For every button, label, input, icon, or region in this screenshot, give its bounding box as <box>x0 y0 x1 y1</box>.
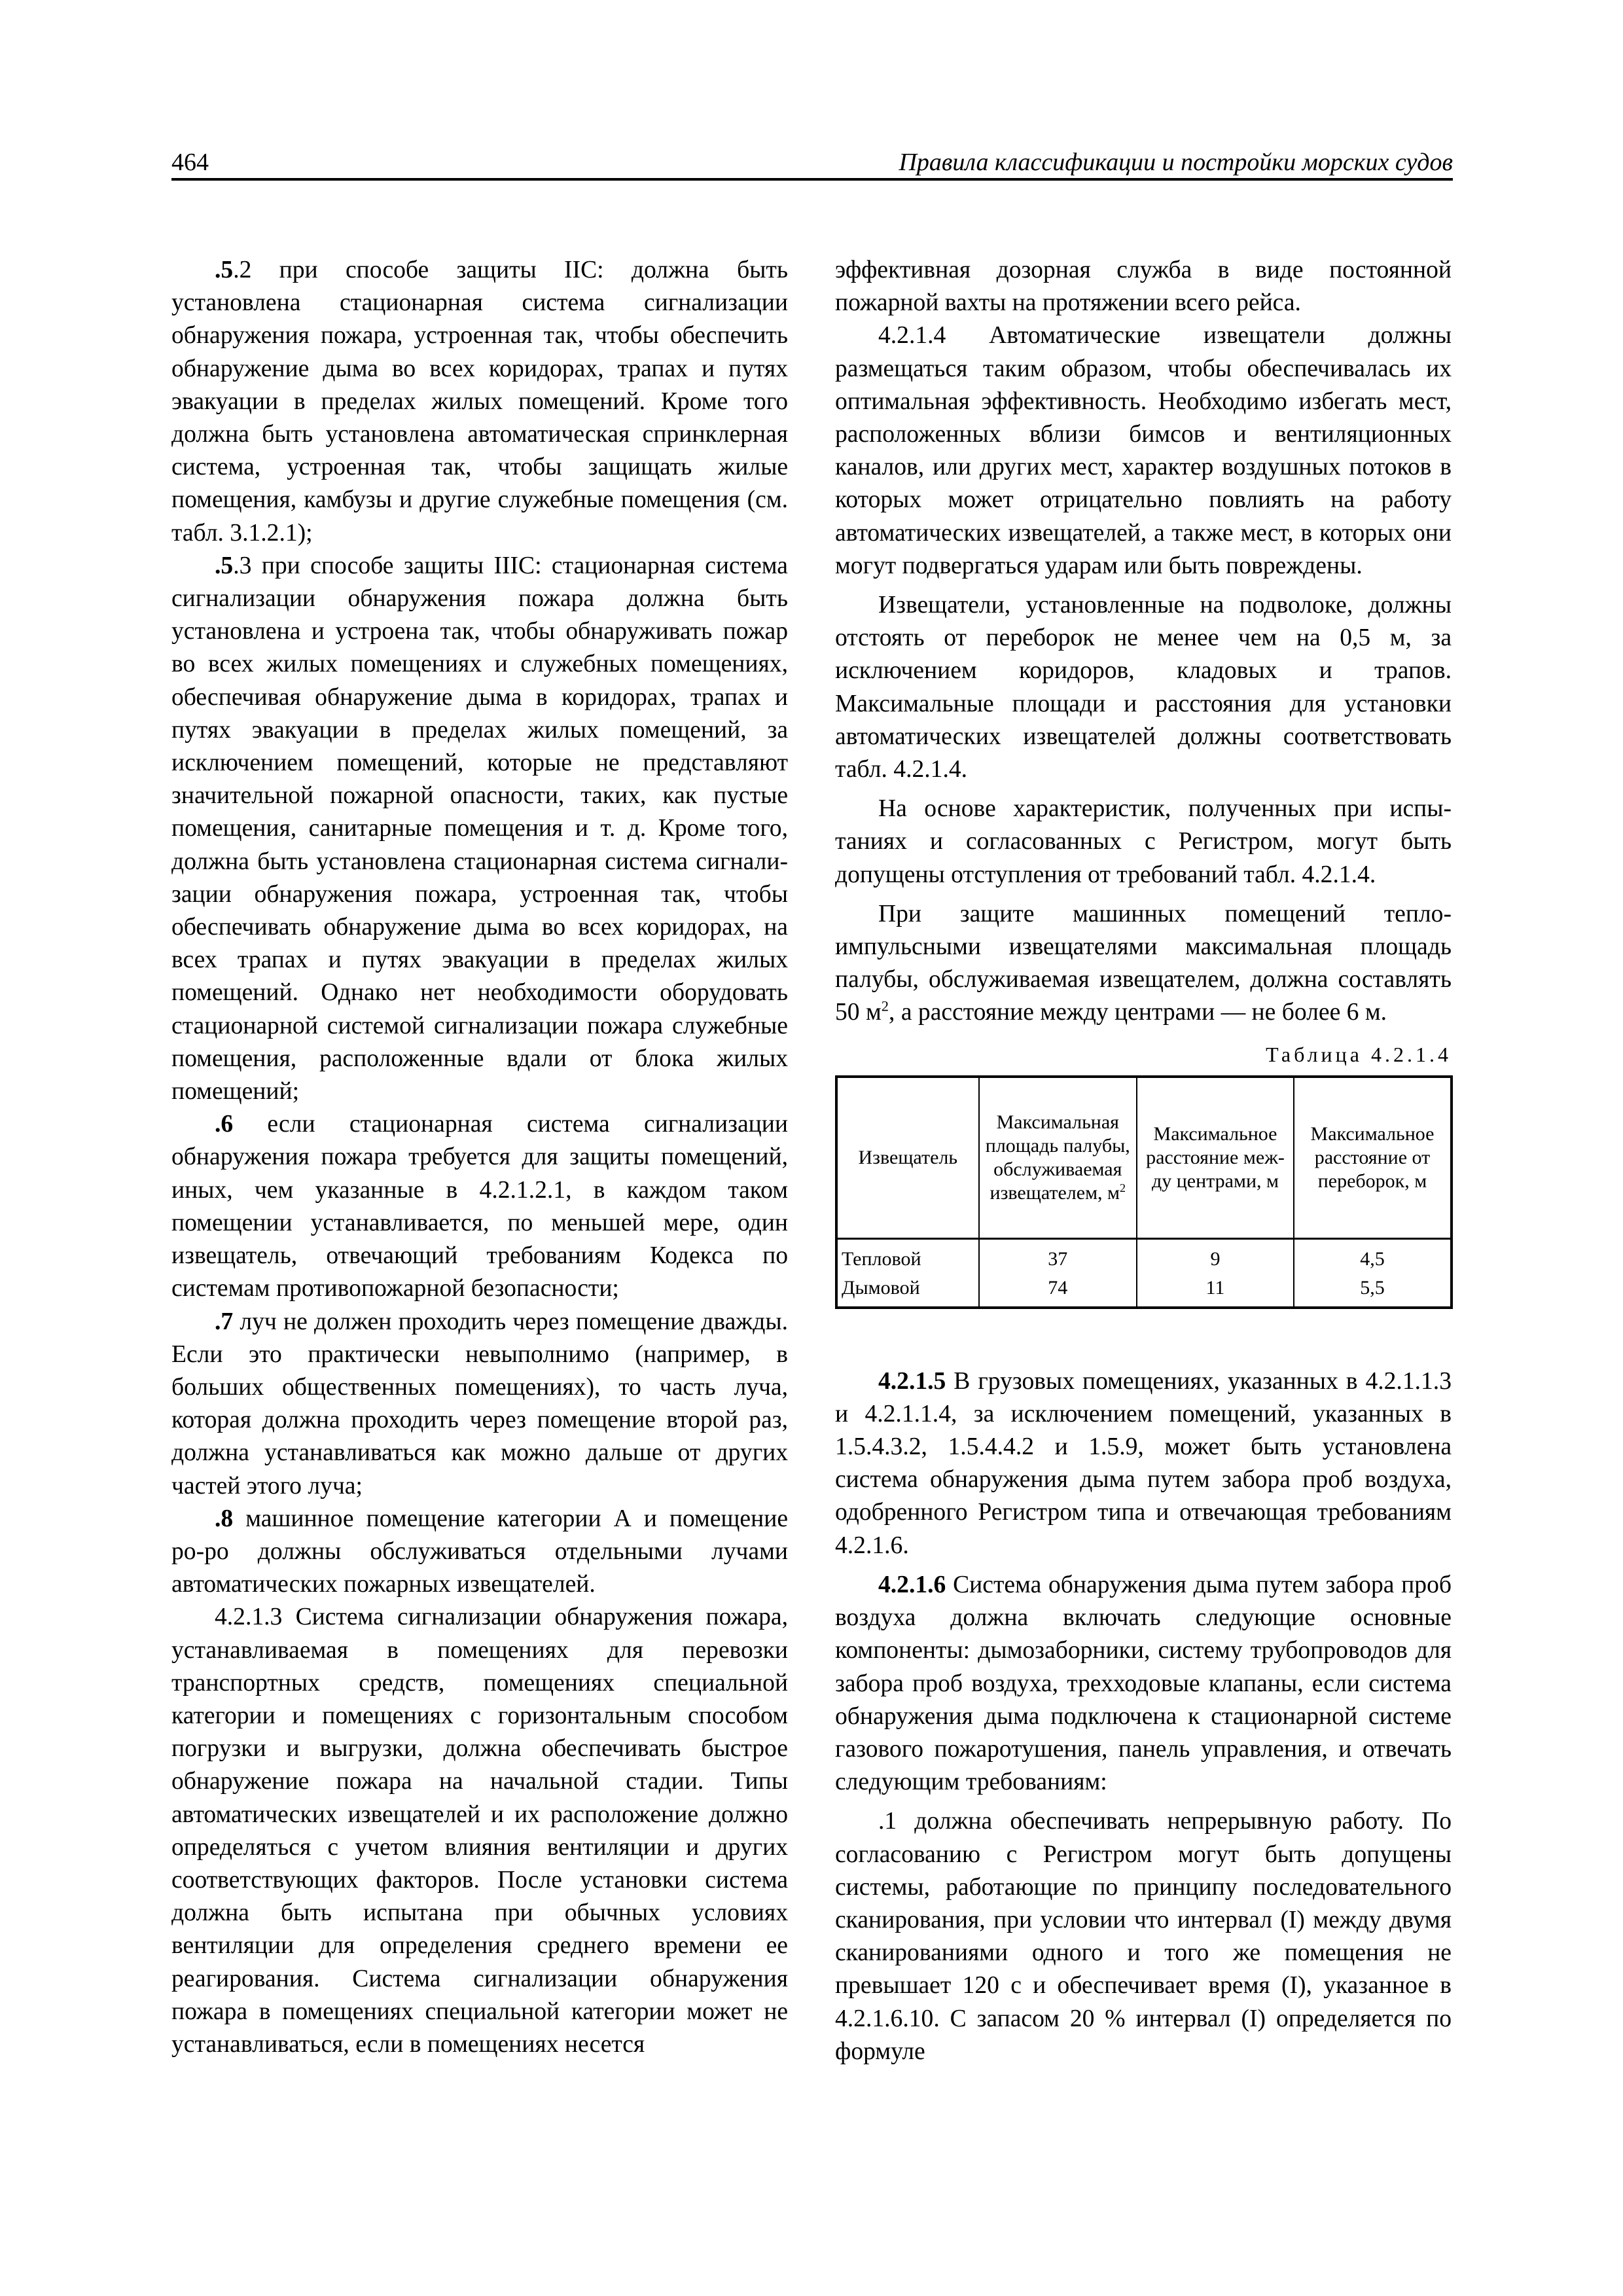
cell-distance: 9 <box>1137 1238 1294 1274</box>
paragraph-continued: эффективная дозорная служба в виде постоянной пожарной вахты на протяжении всего рейса. <box>835 257 1452 317</box>
cell-area: 37 <box>979 1238 1137 1274</box>
paragraph-text: При защите машинных помещений теплоимпульсными извещателями максимальная площадь палубы, обслуживаемая извещателем, должна составлять 50 м <box>835 900 1452 1026</box>
paragraph-6 <box>171 1108 788 1305</box>
cell-wall: 5,5 <box>1294 1274 1452 1308</box>
cell-area: 74 <box>979 1274 1137 1308</box>
cell-distance: 11 <box>1137 1274 1294 1308</box>
cell-wall: 4,5 <box>1294 1238 1452 1274</box>
item-number: .6 <box>215 1111 234 1138</box>
paragraph-item-1: .1 должна обеспечивать непрерывную работу. По согласованию с Регистром могут быть допущены системы, работающие по принципу последовательного сканирования, при условии что интервал (I) между двумя сканированиями одного и того же помещения не превышает 120 с и обеспечивает время (I), указанное в 4.2.1.6.10. С запасом 20 % интервал (I) определяется по формуле <box>835 1808 1452 2065</box>
header-area-text: Максимальная площадь палубы, обслуживаемая извещателем, м <box>985 1111 1130 1204</box>
paragraph-text: В грузовых помещениях, указанных в 4.2.1.1.3 и 4.2.1.1.4, за исключением помещений, указанных в 1.5.4.3.2, 1.5.4.4.2 и 1.5.9, может быть установлена система обнаружения дыма путем забора проб воздуха, одобренного Регистром типа и отвечающая требованиям 4.2.1.6. <box>835 1367 1452 1559</box>
detector-table <box>835 1075 1453 1309</box>
paragraph-text: машинное помещение категории А и помещение ро-ро должны обслуживаться отдельными лучами автоматических пожарных извещателей. <box>171 1505 788 1598</box>
table-header-row <box>836 1077 1452 1239</box>
paragraph-5-3 <box>171 550 788 1108</box>
paragraph-deviations: На основе характеристик, полученных при испытаниях и согласованных с Регистром, могут быть допущены отступления от требований табл. 4.2.1.4. <box>835 795 1452 888</box>
paragraph-4-2-1-6 <box>835 1569 1452 1799</box>
table-row <box>836 1238 1452 1274</box>
header-detector: Извещатель <box>836 1077 979 1239</box>
header-distance-walls: Максимальное расстояние от переборок, м <box>1294 1077 1452 1239</box>
item-number: .7 <box>215 1308 234 1335</box>
left-column <box>171 254 788 2061</box>
header-rule <box>171 178 1453 181</box>
item-number: .5 <box>215 257 234 283</box>
item-number: .8 <box>215 1505 234 1532</box>
paragraph-8 <box>171 1503 788 1602</box>
header-distance-centers: Максимальное расстояние между центрами, м <box>1137 1077 1294 1239</box>
paragraph-5-2 <box>171 254 788 550</box>
header-area <box>979 1077 1137 1239</box>
paragraph-detectors-ceiling: Извещатели, установленные на подволоке, должны отстоять от переборок не менее чем на 0,5 м, за исключением коридоров, кладовых и трапов. Максимальные площади и расстояния для установки автоматических извещателей должны соответствовать табл. 4.2.1.4. <box>835 592 1452 783</box>
cell-name: Тепловой <box>836 1238 979 1274</box>
paragraph-machinery-spaces <box>835 898 1452 1030</box>
paragraph-text: .3 при способе защиты IIIС: стационарная система сигнализации обнаружения пожара должна быть установлена и устроена так, чтобы обнаруживать пожар во всех жилых помещениях и служебных помещениях, обеспечивая обнаружение дыма в коридорах, трапах и путях эвакуации в пределах жилых помещений, за исключением помещений, которые не представляют значительной пожарной опасности, таких, как пустые помещения, санитарные помещения и т. д. Кроме того, должна быть установлена стационарная система сигнали-зации обнаружения пожара, устроенная так, чтобы обеспечивать обнаружение дыма во всех коридорах, на всех трапах и путях эвакуации в пределах жилых помещений. Однако нет необходимости оборудовать стационарной системой сигнализации пожара служебные помещения, расположенные вдали от блока жилых помещений; <box>171 552 788 1105</box>
item-number: 4.2.1.5 <box>878 1367 946 1395</box>
right-column <box>835 254 1452 2068</box>
paragraph-text: Система обнаружения дыма путем забора проб воздуха должна включать следующие основные компоненты: дымозаборники, систему трубопроводов для забора проб воздуха, трехходовые клапаны, если система обнаружения дыма подключена к стационарной системе газового пожаротушения, панель управления, и отвечать следующим требованиям: <box>835 1571 1452 1796</box>
paragraph-text: луч не должен проходить через помещение дважды. Если это практически невыполнимо (например, в больших общественных помещениях), то часть луча, которая должна проходить через помещение второй раз, должна устанавливаться как можно дальше от других частей этого луча; <box>171 1308 788 1499</box>
page-number: 464 <box>171 149 209 176</box>
paragraph-4-2-1-5 <box>835 1365 1452 1562</box>
superscript: 2 <box>1120 1181 1126 1194</box>
paragraph-7 <box>171 1306 788 1503</box>
table-caption: Таблица 4.2.1.4 <box>1266 1042 1452 1066</box>
superscript: 2 <box>881 997 889 1014</box>
item-number: 4.2.1.6 <box>878 1571 946 1598</box>
paragraph-text: .2 при способе защиты IIС: должна быть установлена стационарная система сигнализации обнаружения пожара, устроенная так, чтобы обеспечить обнаружение дыма во всех коридорах, трапах и путях эвакуации в пределах жилых помещений. Кроме того должна быть установлена автоматическая спринклерная система, устроенная так, чтобы защищать жилые помещения, камбузы и другие служебные помещения (см. табл. 3.1.2.1); <box>171 257 788 547</box>
paragraph-4-2-1-4: 4.2.1.4 Автоматические извещатели должны размещаться таким образом, чтобы обеспечивалась их оптимальная эффективность. Необходимо избегать мест, расположенных вблизи бимсов и вентиляционных каналов, или других мест, характер воздушных потоков в которых может отрицательно повлиять на работу автоматических извещателей, а также мест, в которых они могут подвергаться ударам или быть повреждены. <box>835 322 1452 579</box>
paragraph-text: , а расстояние между центрами — не более 6 м. <box>889 999 1387 1026</box>
cell-name: Дымовой <box>836 1274 979 1308</box>
item-number: .5 <box>215 552 234 579</box>
paragraph-text: если стационарная система сигнализации обнаружения пожара требуется для защиты помещений, иных, чем указанные в 4.2.1.2.1, в каждом таком помещении устанавливается, по меньшей мере, один извещатель, отвечающий требованиям Кодекса по системам противопожарной безопасности; <box>171 1111 788 1302</box>
running-title: Правила классификации и постройки морских судов <box>899 149 1453 176</box>
paragraph-4-2-1-3: 4.2.1.3 Система сигнализации обнаружения пожара, устанавливаемая в помещениях для перевозки транспортных средств, помещениях специальной категории и помещениях с горизонтальным способом погрузки и выгрузки, должна обеспечивать быстрое обнаружение пожара на начальной стадии. Типы автоматических извещателей и их расположение должно определяться с учетом влияния вентиляции и других соответствующих факторов. После установки система должна быть испытана при обычных условиях вентиляции для определения среднего времени ее реагирования. Система сигнализации обнаружения пожара в помещениях специальной категории может не устанавливаться, если в помещениях несется <box>171 1604 788 2058</box>
table-row <box>836 1274 1452 1308</box>
